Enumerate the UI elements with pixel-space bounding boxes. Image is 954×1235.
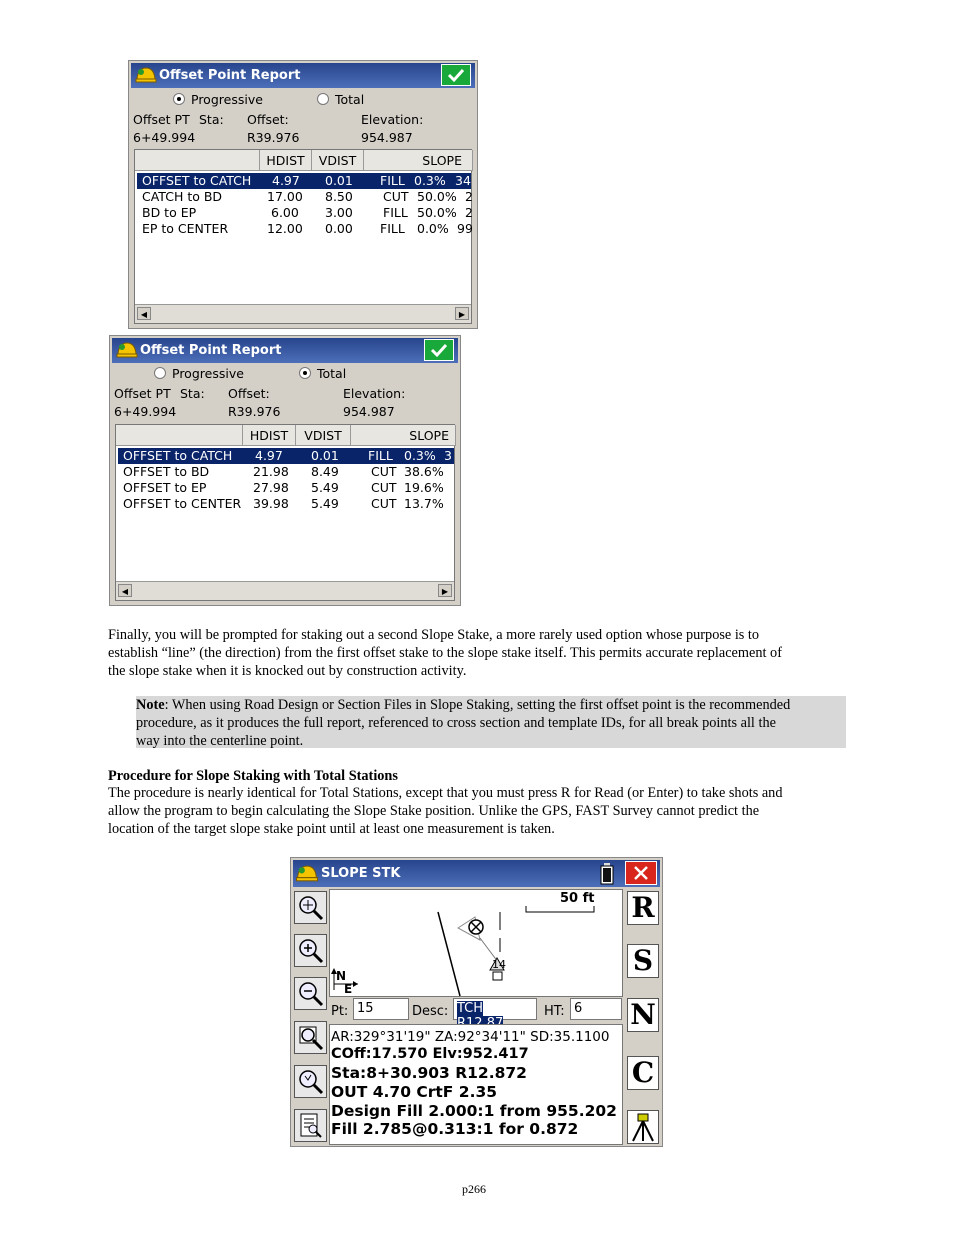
radio-empty-icon xyxy=(154,367,166,379)
page-number: p266 xyxy=(462,1182,486,1196)
table-row[interactable]: OFFSET to CENTER 39.98 5.49 CUT 13.7% xyxy=(123,496,444,511)
radio-selected-icon xyxy=(173,93,185,105)
label-elevation: Elevation: xyxy=(343,386,406,401)
zoom-extents-icon xyxy=(295,892,326,923)
zoom-out-button[interactable] xyxy=(294,977,327,1010)
note-label: Note xyxy=(136,697,165,713)
label-sta: Sta: xyxy=(180,386,205,401)
label-elevation: Elevation: xyxy=(361,112,424,127)
scale-label: 50 ft xyxy=(560,891,595,906)
zoom-in-button[interactable] xyxy=(294,934,327,967)
horizontal-scrollbar[interactable] xyxy=(116,581,454,600)
map-view[interactable] xyxy=(329,889,623,997)
checkmark-icon xyxy=(425,340,453,360)
radio-progressive[interactable]: Progressive xyxy=(154,366,244,381)
column-header-hdist[interactable]: HDIST xyxy=(260,150,312,171)
value-offset: R39.976 xyxy=(228,404,281,419)
north-arrow-label: N xyxy=(336,969,347,983)
report-button[interactable] xyxy=(294,1109,327,1142)
report-list[interactable] xyxy=(115,424,455,601)
point-input[interactable]: 15 xyxy=(353,998,409,1020)
table-row[interactable]: CATCH to BD 17.00 8.50 CUT 50.0% 2 xyxy=(142,189,473,204)
desc-label: Desc: xyxy=(412,1004,449,1019)
zoom-in-icon xyxy=(295,935,326,966)
label-offset-pt: Offset PT xyxy=(114,386,171,401)
height-input[interactable]: 6 xyxy=(570,998,622,1020)
pt-label: Pt: xyxy=(331,1004,349,1019)
radio-selected-icon xyxy=(299,367,311,379)
map-drawing xyxy=(330,890,622,996)
title-bar xyxy=(131,63,475,88)
readout-out: OUT 4.70 CrtF 2.35 xyxy=(331,1083,498,1101)
store-button[interactable]: S xyxy=(627,944,659,978)
label-sta: Sta: xyxy=(199,112,224,127)
slope-stk-window xyxy=(290,857,663,1147)
label-offset-pt: Offset PT xyxy=(133,112,190,127)
window-title: Offset Point Report xyxy=(140,343,282,358)
column-header-vdist[interactable]: VDIST xyxy=(296,425,351,446)
offset-report-window-2 xyxy=(109,335,461,606)
value-elevation: 954.987 xyxy=(343,404,395,419)
table-row[interactable]: OFFSET to EP 27.98 5.49 CUT 19.6% xyxy=(123,480,444,495)
read-button[interactable]: R xyxy=(627,891,659,925)
window-title: Offset Point Report xyxy=(159,68,301,83)
paragraph-total-stations: The procedure is nearly identical for Total Stations, except that you must press R for Read (or Enter) to take shots and allow the program to begin calculating the Slope Stake position. Unlike the GPS, FAST Survey cannot predict the location of the target slope stake point until at least one measurement is taken. xyxy=(108,785,783,837)
ok-button[interactable] xyxy=(424,339,454,361)
label-offset: Offset: xyxy=(247,112,289,127)
tripod-icon xyxy=(628,1111,658,1143)
title-bar xyxy=(293,860,660,887)
value-sta: 6+49.994 xyxy=(133,130,196,145)
table-row[interactable]: OFFSET to BD 21.98 8.49 CUT 38.6% xyxy=(123,464,444,479)
offset-report-window-1 xyxy=(128,60,478,329)
label-offset: Offset: xyxy=(228,386,270,401)
ok-button[interactable] xyxy=(441,64,471,86)
app-helmet-icon xyxy=(295,863,319,885)
scroll-left-icon[interactable]: ◀ xyxy=(137,307,151,320)
zoom-out-icon xyxy=(295,978,326,1009)
zoom-extents-button[interactable] xyxy=(294,891,327,924)
column-header-hdist[interactable]: HDIST xyxy=(243,425,296,446)
window-title: SLOPE STK xyxy=(321,866,401,881)
title-bar xyxy=(112,338,458,363)
app-helmet-icon xyxy=(135,65,157,86)
radio-total[interactable]: Total xyxy=(299,366,346,381)
column-header-vdist[interactable]: VDIST xyxy=(312,150,364,171)
zoom-window-button[interactable] xyxy=(294,1021,327,1054)
value-elevation: 954.987 xyxy=(361,130,413,145)
close-button[interactable] xyxy=(625,861,657,885)
close-icon xyxy=(626,862,656,884)
report-icon xyxy=(295,1110,326,1141)
table-row[interactable]: EP to CENTER 12.00 0.00 FILL 0.0% 99 xyxy=(142,221,473,236)
zoom-previous-button[interactable] xyxy=(294,1065,327,1098)
column-header-slope[interactable]: SLOPE xyxy=(364,150,473,171)
horizontal-scrollbar[interactable] xyxy=(135,304,471,323)
report-list[interactable] xyxy=(134,149,472,324)
point-number-label: 14 xyxy=(492,958,506,971)
readout-angles: AR:329°31'19" ZA:92°34'11" SD:35.1100 xyxy=(331,1029,610,1045)
value-offset: R39.976 xyxy=(247,130,300,145)
column-header-name[interactable] xyxy=(135,150,260,171)
checkmark-icon xyxy=(442,65,470,85)
check-button[interactable]: C xyxy=(627,1056,659,1090)
note-box: Note: When using Road Design or Section Files in Slope Staking, setting the first offset point is the recommended procedure, as it produces the full report, referenced to cross section and template IDs, for all break points all the way into the centerline point. xyxy=(136,696,846,748)
readout-design: Design Fill 2.000:1 from 955.202 xyxy=(331,1102,617,1120)
scroll-right-icon[interactable]: ▶ xyxy=(438,584,452,597)
table-row[interactable]: OFFSET to CATCH 4.97 0.01 FILL 0.3% 34 xyxy=(137,173,471,189)
east-arrow-label: E xyxy=(344,982,353,996)
zoom-window-icon xyxy=(295,1022,326,1053)
radio-total[interactable]: Total xyxy=(317,92,364,107)
description-input[interactable]: TCH xyxy=(453,998,537,1020)
readout-coff: COff:17.570 Elv:952.417 xyxy=(331,1046,529,1062)
readout-fill: Fill 2.785@0.313:1 for 0.872 xyxy=(331,1120,579,1138)
column-header-name[interactable] xyxy=(116,425,243,446)
table-row[interactable]: BD to EP 6.00 3.00 FILL 50.0% 2 xyxy=(142,205,473,220)
column-header-slope[interactable]: SLOPE xyxy=(351,425,456,446)
radio-empty-icon xyxy=(317,93,329,105)
radio-progressive[interactable]: Progressive xyxy=(173,92,263,107)
next-button[interactable]: N xyxy=(627,998,659,1032)
scroll-left-icon[interactable]: ◀ xyxy=(118,584,132,597)
readout-station: Sta:8+30.903 R12.872 xyxy=(331,1064,527,1082)
paragraph-second-slope-stake: Finally, you will be prompted for staking out a second Slope Stake, a more rarely used option whose purpose is to establish “line” (the direction) from the first offset stake to the slope stake itself. This permits accurate replacement of the slope stake when it is knocked out by construction activity. xyxy=(108,627,782,679)
battery-icon xyxy=(600,863,614,885)
table-row[interactable]: OFFSET to CATCH 4.97 0.01 FILL 0.3% 3 xyxy=(118,448,454,464)
scroll-right-icon[interactable]: ▶ xyxy=(455,307,469,320)
instrument-button[interactable] xyxy=(627,1110,659,1144)
app-helmet-icon xyxy=(116,340,138,361)
zoom-previous-icon xyxy=(295,1066,326,1097)
ht-label: HT: xyxy=(544,1004,565,1019)
value-sta: 6+49.994 xyxy=(114,404,177,419)
section-heading: Procedure for Slope Staking with Total Stations xyxy=(108,768,398,784)
